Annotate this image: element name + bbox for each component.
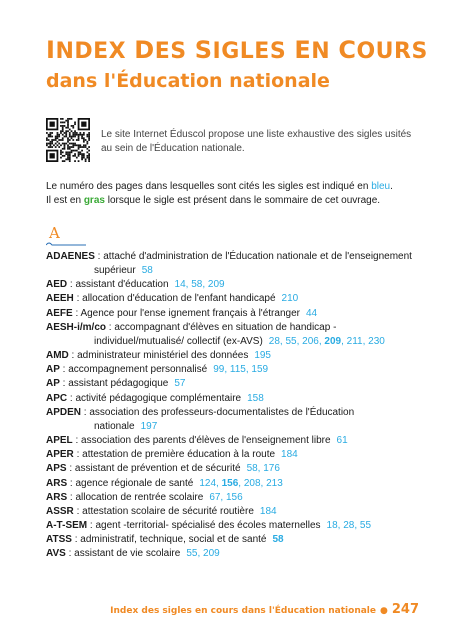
page-title: INDEX DES SIGLES EN COURS <box>46 36 428 64</box>
section-header-a <box>46 224 92 244</box>
legend-note <box>46 180 426 208</box>
entry-definition: : allocation d'éducation de l'enfant handicapé <box>73 293 276 305</box>
entry-pages <box>142 265 153 276</box>
entry-pages <box>327 520 371 531</box>
index-entry <box>46 519 416 533</box>
entry-pages <box>247 463 280 474</box>
index-entry <box>46 392 416 406</box>
page-reference: 58, 176 <box>246 463 280 475</box>
entry-acronym: AP <box>46 378 60 390</box>
index-entry <box>46 292 416 306</box>
entry-acronym: APEL <box>46 435 73 447</box>
footer-label: Index des sigles en cours dans l'Éducation nationale <box>110 606 376 616</box>
entry-definition: : activité pédagogique complémentaire <box>67 392 242 404</box>
entry-definition: : assistant de vie scolaire <box>65 548 181 560</box>
entry-acronym: ARS <box>46 477 68 489</box>
page-reference: 124, <box>199 477 222 489</box>
page-reference: 197 <box>140 420 158 432</box>
entry-definition: : administratif, technique, social et de santé <box>71 534 267 546</box>
entry-definition: : allocation de rentrée scolaire <box>67 491 204 503</box>
entry-pages <box>281 449 298 460</box>
entry-definition: : association des professeurs-documentalistes de l'Éducation nationale <box>81 406 355 432</box>
index-entry <box>46 250 416 278</box>
entry-definition: : association des parents d'élèves de l'enseignement libre <box>72 435 331 447</box>
index-entry <box>46 547 416 561</box>
entry-definition: : agence régionale de santé <box>67 477 194 489</box>
entry-acronym: APDEN <box>46 406 82 418</box>
entry-definition: : accompagnant d'élèves en situation de handicap - individuel/mutualisé/ collectif (ex-AVS) <box>94 321 337 347</box>
entry-acronym: AEEH <box>46 293 74 305</box>
entry-pages <box>209 492 242 503</box>
entry-pages <box>186 548 219 559</box>
page-reference: 58 <box>272 534 284 546</box>
page-subtitle: dans l'Éducation nationale <box>46 70 330 92</box>
entry-definition: : attaché d'administration de l'Éducation nationale et de l'enseignement supérieur <box>94 251 412 277</box>
page-footer <box>110 598 419 617</box>
page-reference: 57 <box>174 378 186 390</box>
entry-pages <box>254 350 271 361</box>
entry-acronym: AED <box>46 279 68 291</box>
page-reference: 14, 58, 209 <box>174 279 225 291</box>
entry-pages <box>306 308 317 319</box>
entry-pages <box>199 478 282 489</box>
entry-pages <box>260 506 277 517</box>
entry-acronym: ASSR <box>46 505 74 517</box>
entry-definition: : assistant pédagogique <box>59 378 169 390</box>
legend-line-color: Le numéro des pages dans lesquelles sont cités les sigles est indiqué en bleu. <box>46 181 393 192</box>
qr-description: Le site Internet Éduscol propose une liste exhaustive des sigles usités au sein de l'Éducation nationale. <box>101 129 412 154</box>
entry-definition: : attestation de première éducation à la route <box>73 449 276 461</box>
entry-definition: : Agence pour l'ense ignement français à l'étranger <box>72 307 300 319</box>
index-entry <box>46 377 416 391</box>
page-reference: 67, 156 <box>209 491 243 503</box>
entry-acronym: APC <box>46 392 68 404</box>
entry-definition: : assistant d'éducation <box>67 279 169 291</box>
entry-definition: : assistant de prévention et de sécurité <box>66 463 241 475</box>
page-reference: , 211, 230 <box>341 335 385 347</box>
acronym-list <box>46 250 416 561</box>
index-entry <box>46 434 416 448</box>
page-reference: 58 <box>141 265 153 277</box>
entry-acronym: ATSS <box>46 534 72 546</box>
entry-pages <box>337 435 348 446</box>
qr-code-icon[interactable] <box>46 118 90 162</box>
index-entry <box>46 491 416 505</box>
index-entry <box>46 505 416 519</box>
entry-acronym: AP <box>46 364 60 376</box>
entry-definition: : accompagnement personnalisé <box>59 364 208 376</box>
index-entry <box>46 278 416 292</box>
entry-pages <box>273 534 284 545</box>
entry-acronym: APS <box>46 463 67 475</box>
page-reference: 61 <box>336 435 348 447</box>
page-reference: 44 <box>305 307 318 319</box>
entry-acronym: A-T-SEM <box>46 519 88 531</box>
entry-definition: : agent -territorial- spécialisé des écoles maternelles <box>87 519 321 531</box>
index-entry <box>46 462 416 476</box>
entry-acronym: AVS <box>46 548 66 560</box>
entry-pages <box>247 393 264 404</box>
page-reference: 99, 115, 159 <box>213 364 269 376</box>
entry-definition: : attestation scolaire de sécurité routière <box>73 505 254 517</box>
page-reference: 210 <box>281 293 299 305</box>
entry-acronym: ADAENES <box>46 251 95 262</box>
index-entry <box>46 477 416 491</box>
entry-acronym: AMD <box>46 350 69 362</box>
index-entry <box>46 406 416 434</box>
section-letter: A <box>49 224 60 242</box>
entry-acronym: AEFE <box>46 307 73 319</box>
page-reference: , 208, 213 <box>238 477 283 489</box>
entry-pages <box>213 364 268 375</box>
entry-acronym: AESH-i/m/co <box>46 321 107 333</box>
entry-pages <box>174 378 185 389</box>
bullet-icon: ● <box>380 606 388 616</box>
index-entry <box>46 448 416 462</box>
entry-acronym: APER <box>46 449 74 461</box>
index-entry <box>46 349 416 363</box>
entry-acronym: ARS <box>46 491 68 503</box>
entry-pages <box>282 293 299 304</box>
section-underline-icon <box>46 241 86 247</box>
index-entry <box>46 307 416 321</box>
legend-bold-word: gras <box>83 195 105 206</box>
index-entry <box>46 363 416 377</box>
page-reference: 184 <box>259 505 277 517</box>
page-reference: 28, 55, 206, <box>268 335 325 347</box>
page-reference: 184 <box>281 449 298 461</box>
entry-definition: : administrateur ministériel des données <box>68 350 249 362</box>
entry-pages <box>141 421 158 432</box>
legend-line-bold: Il est en gras lorsque le sigle est présent dans le sommaire de cet ouvrage. <box>46 195 381 206</box>
entry-pages <box>175 279 225 290</box>
page-reference: 18, 28, 55 <box>326 519 372 531</box>
entry-pages <box>269 336 385 347</box>
page-reference: 55, 209 <box>186 548 220 560</box>
page-reference: 156 <box>221 477 239 489</box>
legend-blue-word: bleu <box>371 181 391 192</box>
page-reference: 209 <box>324 335 342 347</box>
page-reference: 195 <box>254 350 271 362</box>
page-number: 247 <box>391 602 419 617</box>
index-entry <box>46 321 416 349</box>
page-reference: 158 <box>247 392 264 404</box>
index-entry <box>46 533 416 547</box>
